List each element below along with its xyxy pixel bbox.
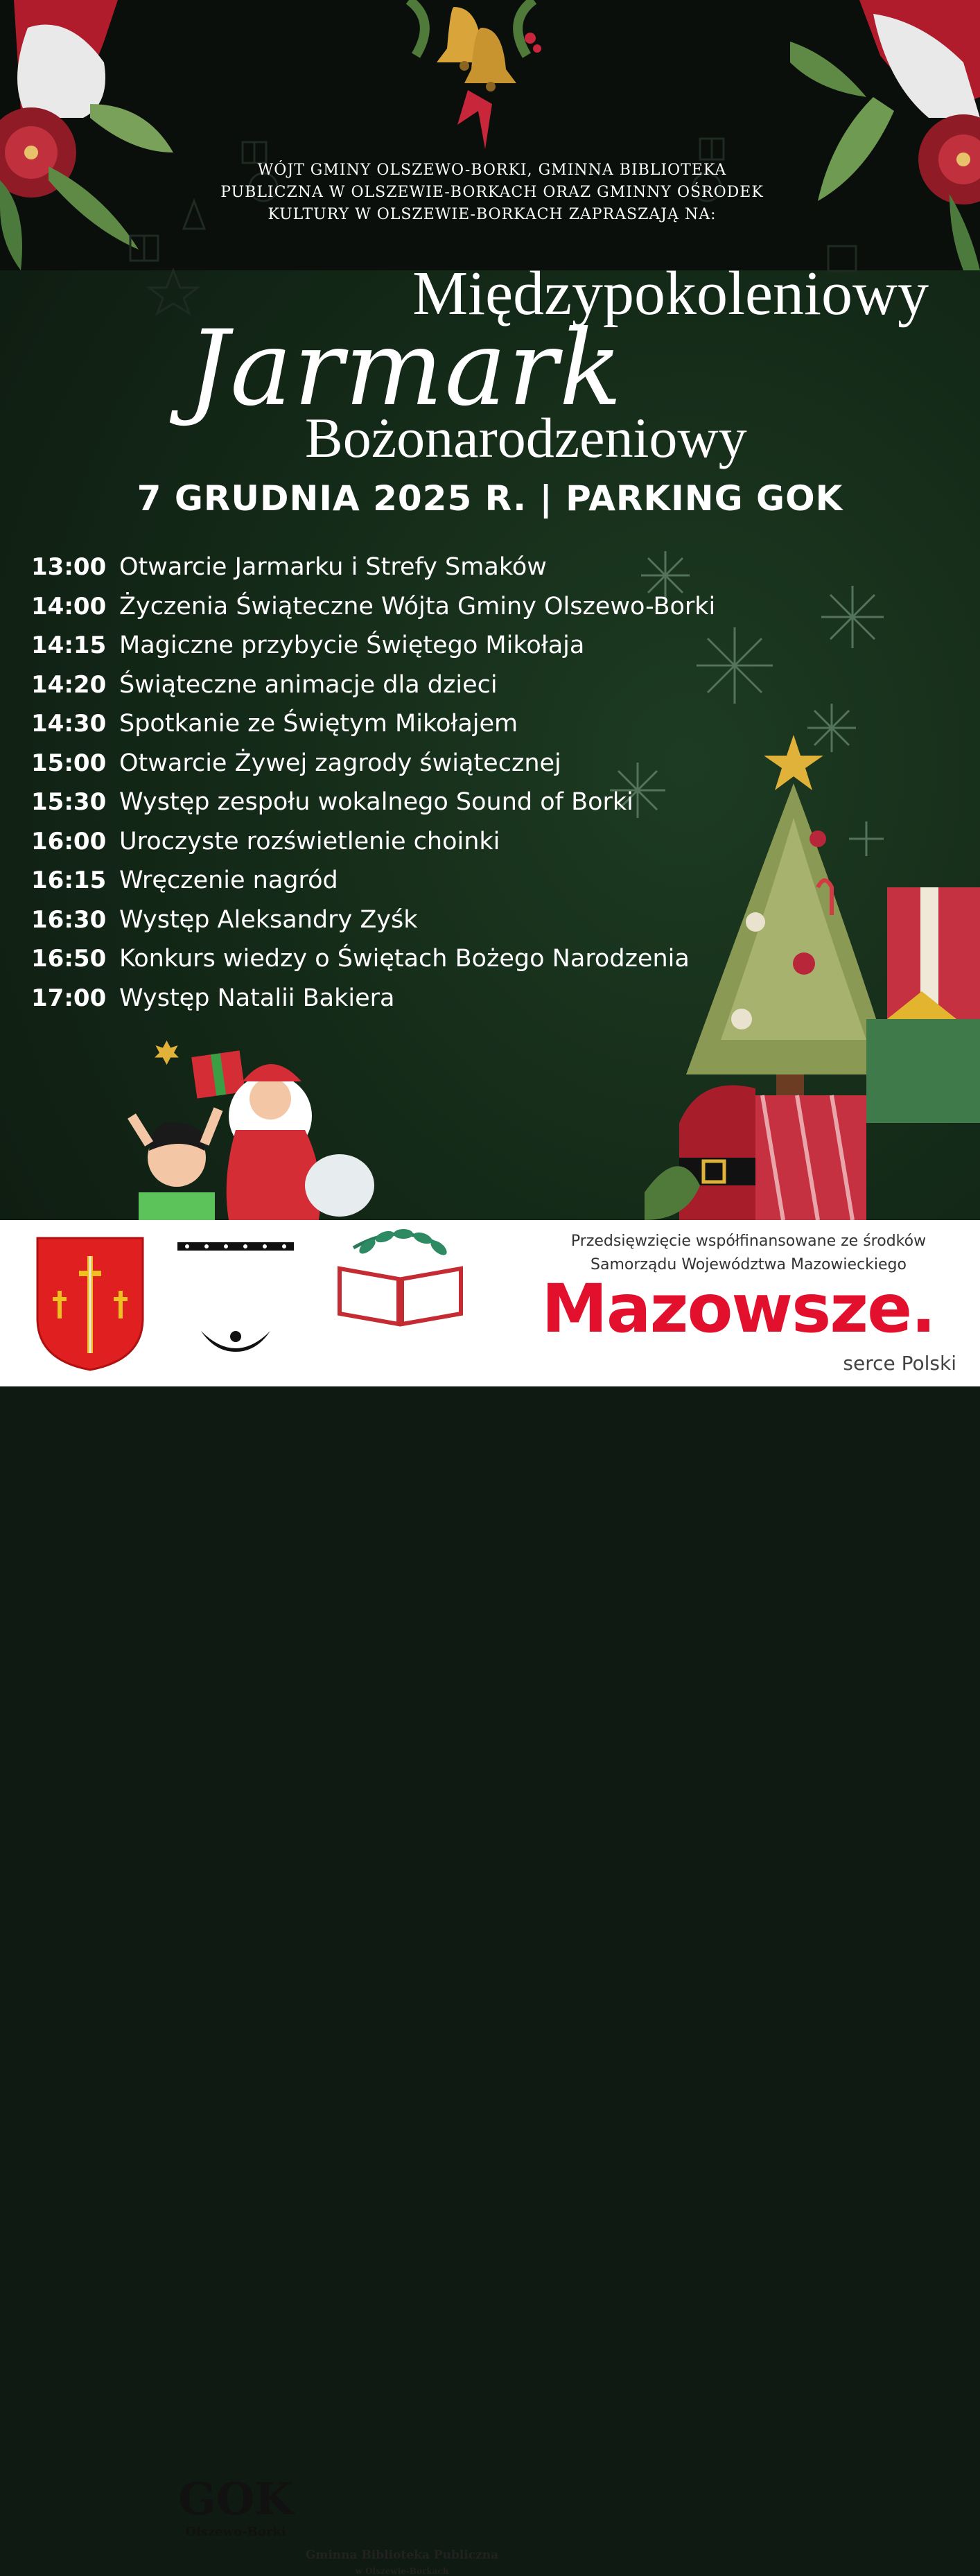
title-script: Jarmark [187,308,624,429]
schedule-row [31,665,738,705]
schedule-row [31,744,738,783]
schedule-row [31,587,738,627]
schedule-row [31,822,738,862]
schedule-row [31,900,738,940]
mazowsze-logo: Mazowsze. [541,1270,935,1348]
schedule-time: 15:30 [31,788,107,817]
schedule-event: Występ Aleksandry Zyśk [119,905,418,934]
cofinance-line: Przedsięwzięcie współfinansowane ze środków [570,1233,927,1250]
library-logo-subtitle: w Olszewie-Borkach [355,2566,449,2576]
intro-line: WÓJT GMINY OLSZEWO-BORKI, GMINNA BIBLIOTEKA [257,162,727,179]
schedule-event: Uroczyste rozświetlenie choinki [119,827,500,855]
gok-ornament-bottom-icon [194,1324,277,1357]
title-line-3: Bożonarodzeniowy [305,406,747,469]
schedule-time: 16:00 [31,827,107,855]
schedule-time: 16:50 [31,945,107,973]
cofinance-line: Samorządu Województwa Mazowieckiego [590,1256,907,1273]
schedule-time: 15:00 [31,749,107,777]
schedule-event: Magiczne przybycie Świętego Mikołaja [119,632,585,660]
schedule-time: 14:00 [31,592,107,620]
schedule-row [31,783,738,822]
schedule-time: 14:15 [31,632,107,660]
schedule-event: Występ Natalii Bakiera [119,984,395,1012]
schedule-row [31,979,738,1018]
schedule-time: 16:15 [31,867,107,895]
schedule-event: Otwarcie Jarmarku i Strefy Smaków [119,553,547,582]
library-book-icon [326,1227,478,1328]
gok-logo-subtitle: Olszewo-Borki [185,2525,286,2539]
schedule-event: Otwarcie Żywej zagrody świątecznej [119,749,561,777]
intro-line: KULTURY W OLSZEWIE-BORKACH ZAPRASZAJĄ NA: [268,206,717,223]
schedule-time: 14:20 [31,670,107,699]
schedule-list [31,548,738,1018]
schedule-event: Życzenia Świąteczne Wójta Gminy Olszewo-Borki [119,592,716,620]
schedule-time: 13:00 [31,553,107,582]
schedule-time: 16:30 [31,905,107,934]
title-line-1: Międzypokoleniowy [412,259,929,328]
gok-ornament-top-icon [177,1235,294,1256]
date-location: 7 GRUDNIA 2025 R. | PARKING GOK [137,478,843,519]
schedule-event: Spotkanie ze Świętym Mikołajem [119,710,518,738]
mazowsze-tagline: serce Polski [843,1352,956,1375]
schedule-row [31,939,738,979]
organizers-intro [132,159,852,226]
schedule-event: Świąteczne animacje dla dzieci [119,670,498,699]
gok-logo-text: GOK [177,2473,294,2525]
santa-icon [111,1026,416,1220]
schedule-event: Występ zespołu wokalnego Sound of Borki [119,788,633,817]
schedule-time: 17:00 [31,984,107,1012]
schedule-event: Konkurs wiedzy o Świętach Bożego Narodzenia [119,945,690,973]
library-logo-text: Gminna Biblioteka Publiczna [305,2548,499,2562]
schedule-row [31,861,738,900]
schedule-event: Wręczenie nagród [119,867,338,895]
schedule-row [31,626,738,665]
coat-of-arms-icon [35,1235,146,1373]
schedule-time: 14:30 [31,710,107,738]
schedule-row [31,548,738,587]
schedule-row [31,704,738,744]
intro-line: PUBLICZNA W OLSZEWIE-BORKACH ORAZ GMINNY OŚRODEK [220,184,764,201]
